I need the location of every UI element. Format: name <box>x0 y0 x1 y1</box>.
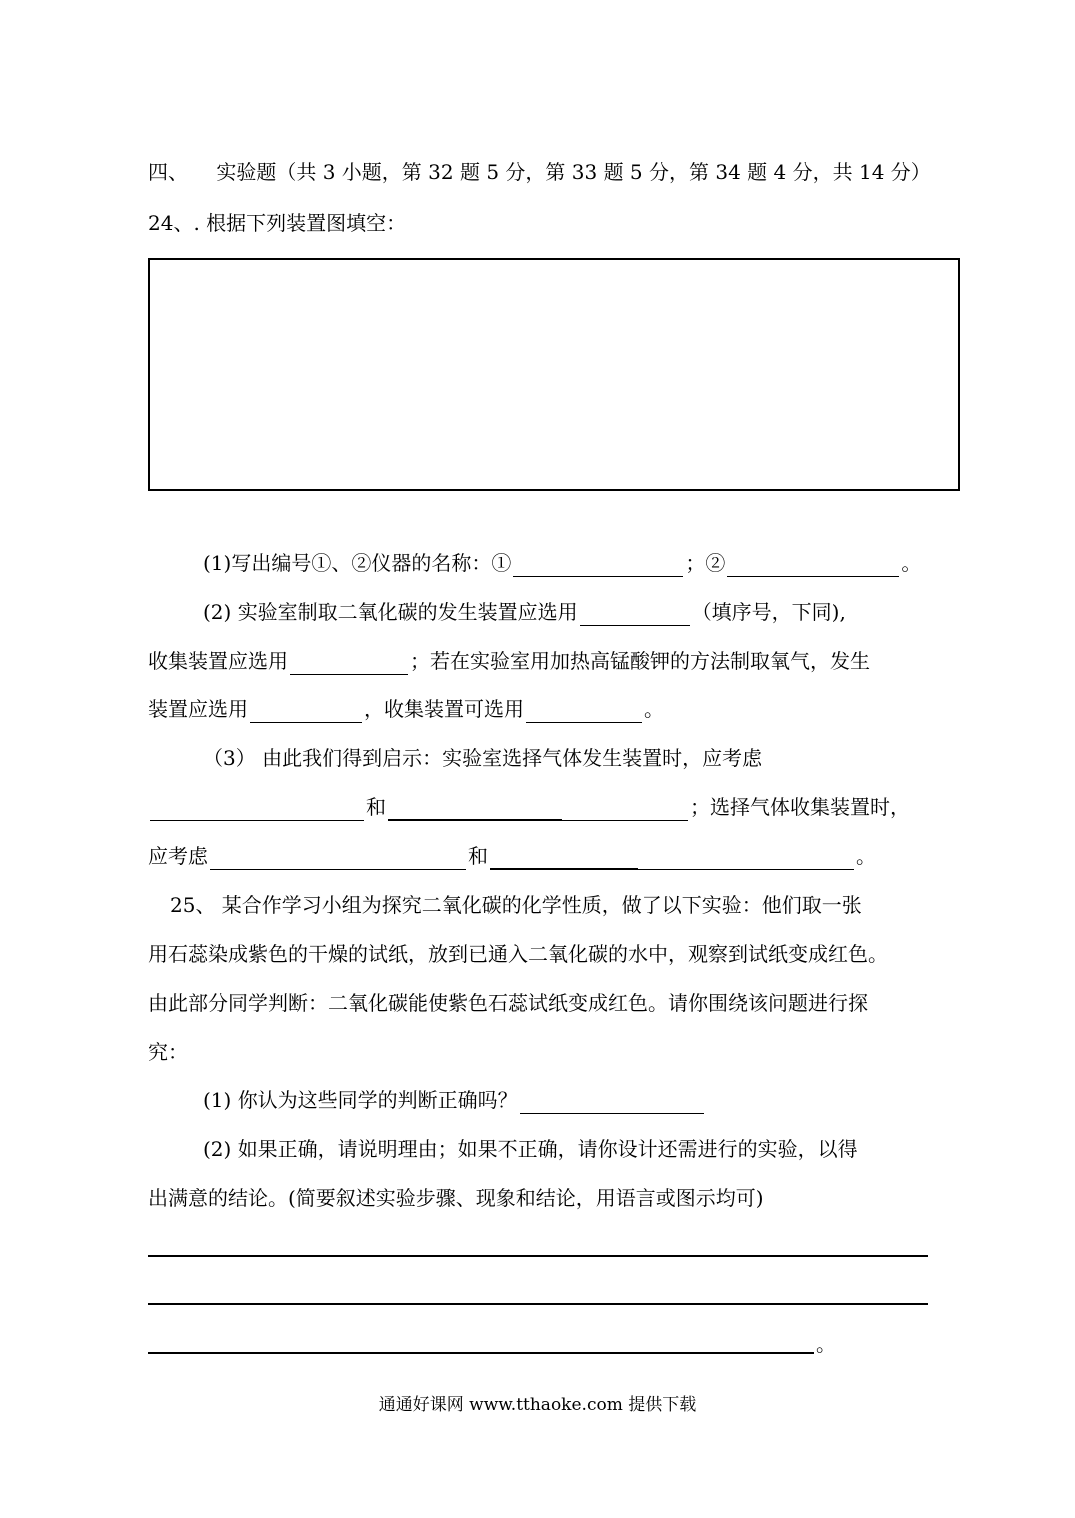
blank-o2-generator[interactable] <box>250 700 362 723</box>
q24-part2-text-d: ；若在实验室用加热高锰酸钾的方法制取氧气，发生 <box>410 649 870 673</box>
blank-generator-factor-2a[interactable] <box>388 797 562 821</box>
blank-co2-generator[interactable] <box>580 603 690 626</box>
blank-o2-collector[interactable] <box>526 700 642 723</box>
section-title: 实验题（共 3 小题，第 32 题 5 分，第 33 题 5 分，第 34 题 4 分，共 14 分） <box>216 160 931 184</box>
q25-part1 <box>203 1086 706 1114</box>
q25-intro-line4: 究： <box>148 1040 188 1064</box>
blank-instrument-2[interactable] <box>727 554 899 577</box>
q24-part3-text-c: 应考虑 <box>148 844 208 868</box>
q24-part1-sep: ；② <box>685 551 726 575</box>
blank-collector-factor-1[interactable] <box>210 847 466 870</box>
q24-part3-and2: 和 <box>468 844 488 868</box>
q24-part2-text-a: (2) 实验室制取二氧化碳的发生装置应选用 <box>203 600 578 624</box>
q24-heading: 24、. 根据下列装置图填空： <box>148 211 407 235</box>
section-heading <box>148 158 931 186</box>
blank-judgement[interactable] <box>520 1091 704 1114</box>
q24-part1-end: 。 <box>901 551 922 575</box>
apparatus-figure-box <box>148 258 960 491</box>
blank-collector-factor-2b[interactable] <box>638 847 854 870</box>
answer-end-mark: 。 <box>816 1332 836 1356</box>
blank-generator-factor-2b[interactable] <box>562 798 688 821</box>
blank-instrument-1[interactable] <box>513 554 683 577</box>
q24-part2-end: 。 <box>644 697 664 721</box>
q24-part2-line2 <box>148 647 870 675</box>
blank-co2-collector[interactable] <box>290 652 408 675</box>
q24-part3-line2 <box>148 793 910 821</box>
q25-part1-text: (1) 你认为这些同学的判断正确吗？ <box>203 1088 518 1112</box>
footer-credit: 通通好课网 www.tthaoke.com 提供下载 <box>378 1395 697 1415</box>
q25-part2-line1: (2) 如果正确，请说明理由；如果不正确，请你设计还需进行的实验，以得 <box>203 1137 858 1161</box>
answer-line-1[interactable] <box>148 1255 928 1257</box>
answer-line-3[interactable] <box>148 1352 814 1354</box>
q24-part1-text: (1)写出编号①、②仪器的名称：① <box>203 551 512 575</box>
q24-part3-line3 <box>148 842 876 870</box>
q24-part2-text-c: 收集装置应选用 <box>148 649 288 673</box>
q25-part2-line2: 出满意的结论。(简要叙述实验步骤、现象和结论，用语言或图示均可) <box>148 1186 764 1210</box>
q24-part3-text-b: ；选择气体收集装置时， <box>690 795 910 819</box>
q24-part2-line1 <box>203 598 846 626</box>
q24-part2-text-f: ，收集装置可选用 <box>364 697 524 721</box>
answer-line-2[interactable] <box>148 1303 928 1305</box>
q24-part3-line1: （3） 由此我们得到启示：实验室选择气体发生装置时，应考虑 <box>203 746 763 770</box>
blank-collector-factor-2a[interactable] <box>490 846 638 870</box>
blank-generator-factor-1[interactable] <box>150 798 364 821</box>
section-number: 四、 <box>148 160 188 184</box>
q24-part3-and1: 和 <box>366 795 386 819</box>
q24-part2-text-e: 装置应选用 <box>148 697 248 721</box>
q25-intro-line2: 用石蕊染成紫色的干燥的试纸，放到已通入二氧化碳的水中，观察到试纸变成红色。 <box>148 942 888 966</box>
q25-intro-line3: 由此部分同学判断：二氧化碳能使紫色石蕊试纸变成红色。请你围绕该问题进行探 <box>148 991 868 1015</box>
q24-part1 <box>203 549 921 577</box>
q24-part2-line3 <box>148 695 664 723</box>
q24-part3-end: 。 <box>856 844 876 868</box>
q25-intro-line1: 25、 某合作学习小组为探究二氧化碳的化学性质，做了以下实验：他们取一张 <box>170 893 862 917</box>
q24-part2-text-b: （填序号，下同), <box>691 600 846 624</box>
